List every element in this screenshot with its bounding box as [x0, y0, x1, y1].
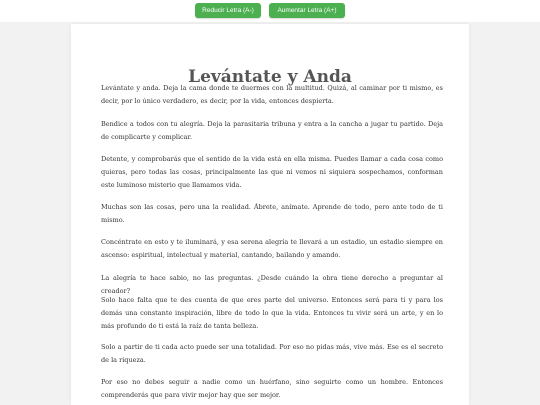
article-title: Levántate y Anda — [188, 67, 352, 87]
article-paragraph: Concéntrate en esto y te iluminará, y esa serena alegría te llevará a un estadio, un estadio siempre en ascenso: espiritual, intelectual y material, cantando, bailando y amando. — [101, 238, 443, 260]
article-paragraph: Muchas son las cosas, pero una la realidad. Ábrete, anímate. Aprende de todo, pero ante todo de ti mismo. — [101, 203, 443, 225]
article-paragraph: Bendice a todos con tu alegría. Deja la parasitaria tribuna y entra a la cancha a jugar tu partido. Deja de complicarte y complicar. — [101, 120, 443, 142]
article-paragraph: Detente, y comprobarás que el sentido de la vida está en ella misma. Puedes llamar a cada cosa como quieras, pero todas las cosas, principalmente las que ni vemos ni siquiera sospechamos, conforman este luminoso misterio que llamamos vida. — [101, 155, 443, 190]
decrease-font-button[interactable]: Reducir Letra (A-) — [195, 3, 261, 18]
article-paragraph: Levántate y anda. Deja la cama donde te duermes con la multitud. Quizá, al caminar por ti mismo, es decir, por lo único verdadero, es decir, por la vida, entonces despierta. — [101, 84, 443, 106]
increase-font-button[interactable]: Aumentar Letra (A+) — [269, 3, 345, 18]
article-paragraph: Por eso no debes seguir a nadie como un huérfano, sino seguirte como un hombre. Entonces comprenderás que para vivir mejor hay que ser mejor. — [101, 378, 443, 400]
article-paragraph: Solo a partir de ti cada acto puede ser una totalidad. Por eso no pidas más, vive más. Ese es el secreto de la riqueza. — [101, 343, 443, 365]
article-container — [71, 24, 469, 405]
article-paragraph: Solo hace falta que te des cuenta de que eres parte del universo. Entonces será para ti y para los demás una constante inspiración, libre de todo lo que la vida. Entonces tu vivir será un arte, y en lo más profundo de ti está la raíz de tanta belleza. — [101, 296, 443, 331]
toolbar — [0, 0, 540, 22]
article-paragraph: La alegría te hace sabio, no las preguntas. ¿Desde cuándo la obra tiene derecho a preguntar al creador? — [101, 274, 443, 296]
